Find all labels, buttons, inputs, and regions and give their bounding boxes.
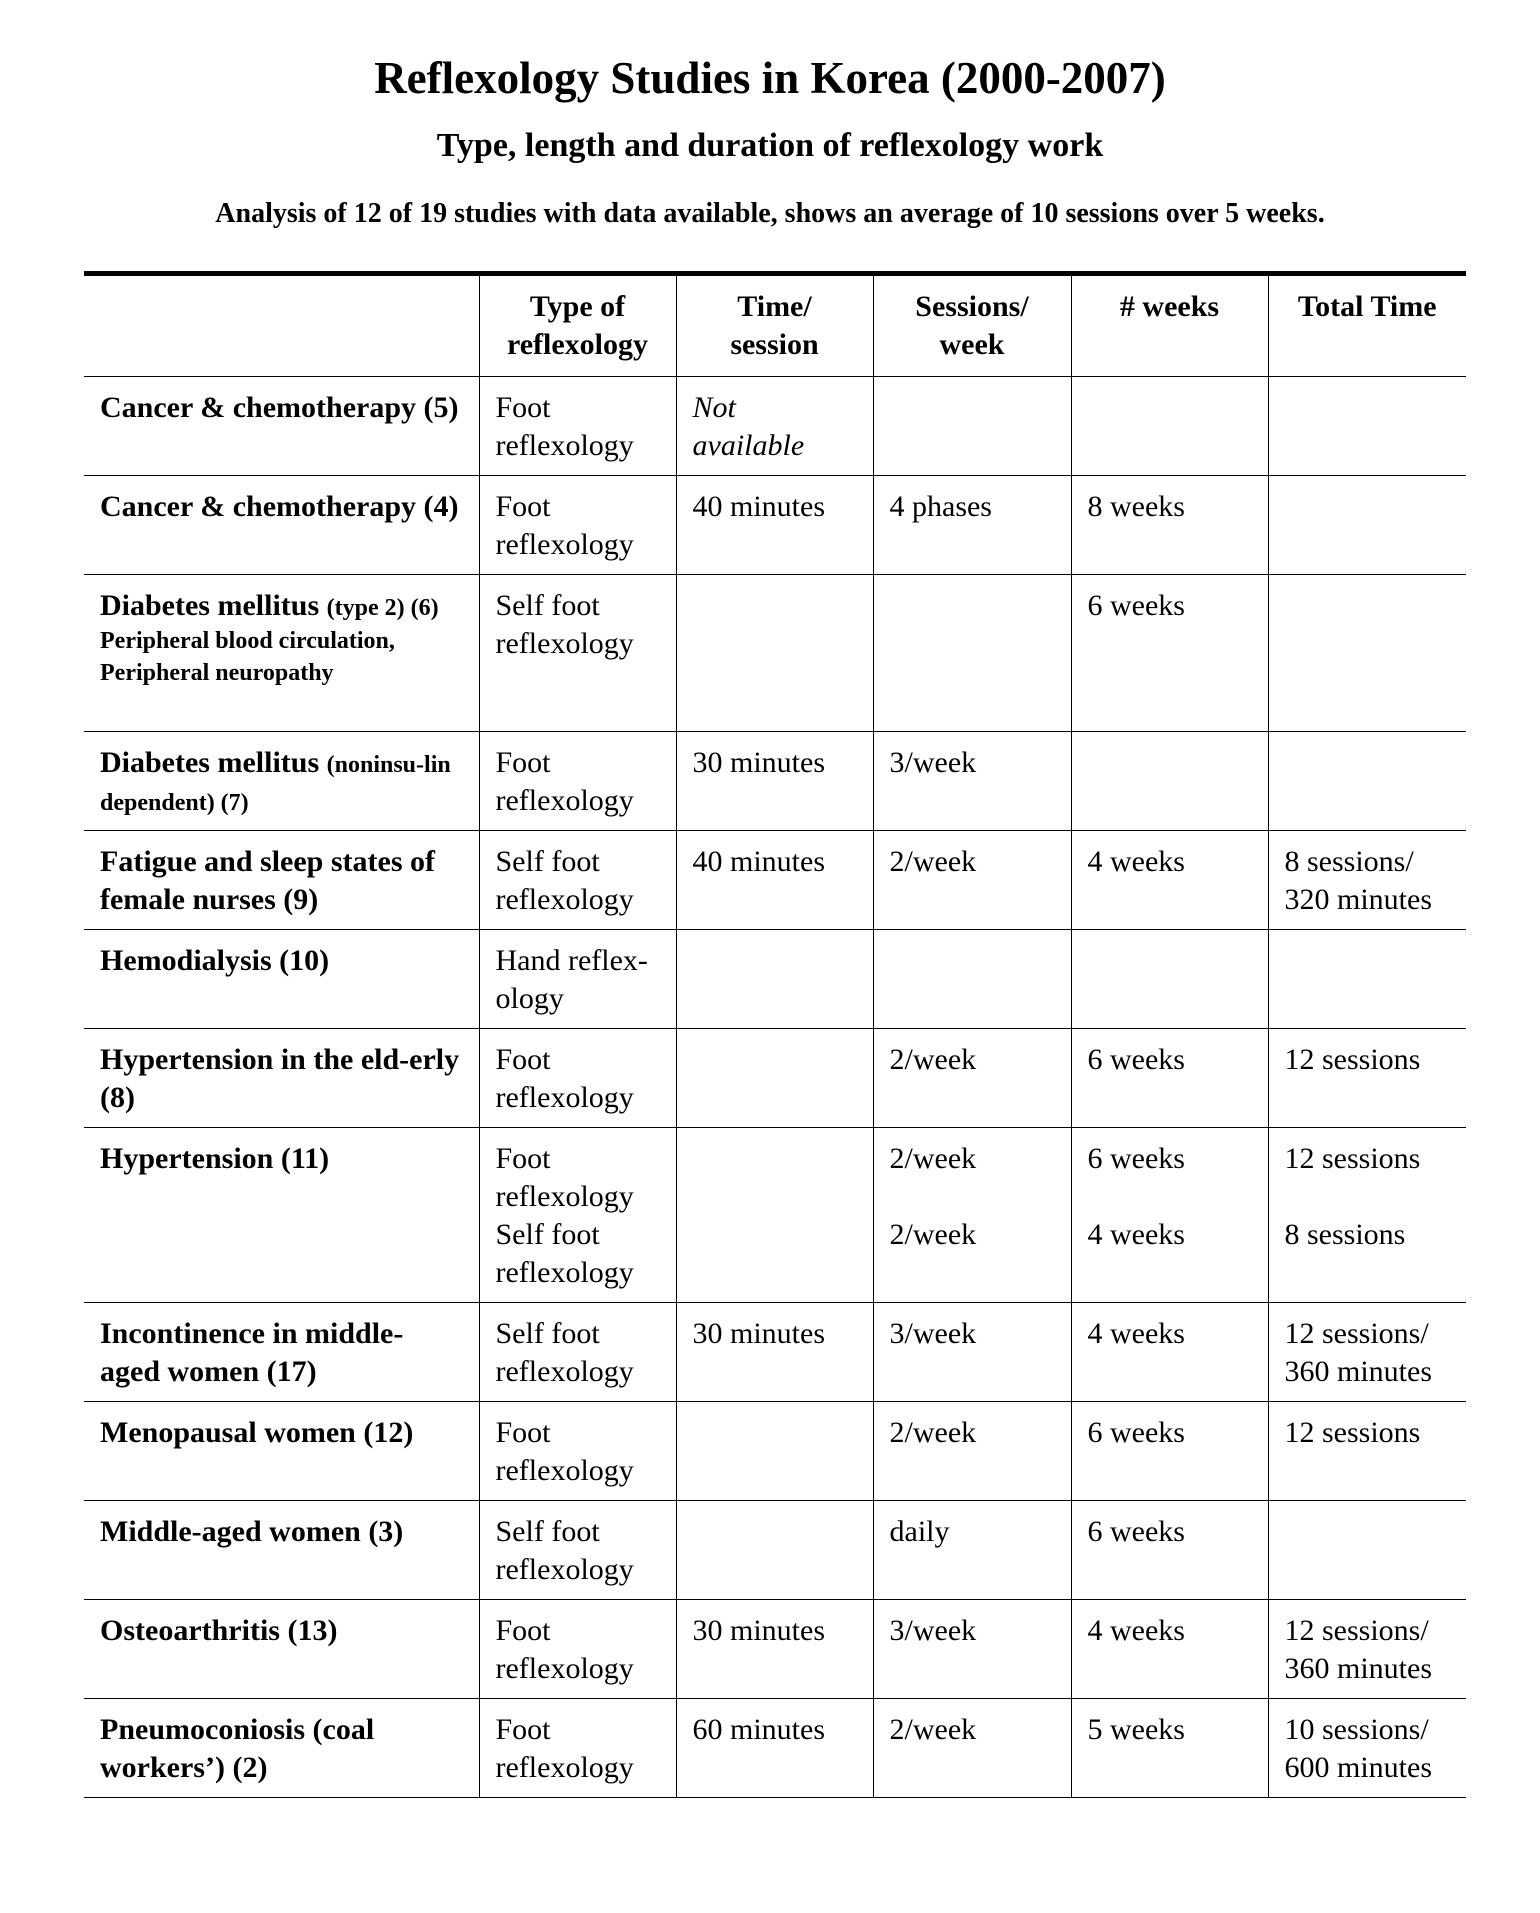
sessions-cell (873, 1501, 1071, 1600)
study-cell (84, 1699, 479, 1798)
weeks-cell (1071, 1600, 1268, 1699)
type-value: Self foot (495, 1317, 600, 1350)
sessions-cell (873, 1128, 1071, 1303)
time-cell (676, 1029, 873, 1128)
total-value (1285, 1178, 1451, 1216)
total-cell (1268, 1600, 1466, 1699)
sessions-value: 2/week (889, 1713, 977, 1746)
weeks-cell (1071, 1501, 1268, 1600)
total-value: 8 sessions/ (1284, 845, 1414, 878)
time-cell (676, 476, 873, 575)
weeks-cell (1071, 831, 1268, 930)
weeks-value: 4 weeks (1087, 1317, 1185, 1350)
header-type (479, 274, 676, 377)
table-row (84, 1029, 1466, 1128)
studies-table-container (84, 271, 1466, 1798)
total-value: 12 sessions/ (1284, 1317, 1429, 1350)
table-row (84, 1501, 1466, 1600)
type-value: Foot (495, 1142, 551, 1175)
page-title: Reflexology Studies in Korea (2000-2007) (374, 53, 1166, 103)
type-value: Foot (495, 1416, 551, 1449)
type-cell (479, 1128, 676, 1303)
study-cell (84, 1600, 479, 1699)
table-row (84, 377, 1466, 476)
sessions-value: daily (889, 1515, 950, 1548)
sessions-value: 3/week (889, 1317, 977, 1350)
sessions-value: 2/week (889, 1043, 977, 1076)
total-value: 12 sessions (1284, 1043, 1421, 1076)
total-cell (1268, 476, 1466, 575)
study-cell (84, 732, 479, 831)
sessions-cell (873, 1303, 1071, 1402)
header-time-line: session (730, 328, 819, 361)
type-value: reflexology (495, 429, 634, 462)
weeks-cell (1071, 377, 1268, 476)
type-cell (479, 1029, 676, 1128)
type-cell (479, 377, 676, 476)
study-name: Osteoarthritis (13) (100, 1614, 338, 1647)
total-cell (1268, 1501, 1466, 1600)
header-time-line: Time/ (737, 290, 812, 323)
header-sessions (873, 274, 1071, 377)
weeks-cell (1071, 1128, 1268, 1303)
study-name: Diabetes mellitus (100, 746, 320, 779)
table-row (84, 1128, 1466, 1303)
sessions-value: 2/week (889, 845, 977, 878)
study-name: Fatigue and sleep states of female nurses (9) (100, 845, 435, 916)
time-cell (676, 1128, 873, 1303)
type-value: Foot (495, 490, 551, 523)
total-cell (1268, 1128, 1466, 1303)
type-value: reflexology (495, 1553, 634, 1586)
time-value: 40 minutes (692, 490, 825, 523)
header-total-line: Total (1297, 290, 1364, 323)
time-value: 30 minutes (692, 1614, 825, 1647)
time-value: available (692, 429, 805, 462)
total-value: 320 minutes (1284, 883, 1432, 916)
weeks-value: 6 weeks (1087, 589, 1185, 622)
type-cell (479, 575, 676, 732)
study-cell (84, 930, 479, 1029)
weeks-value (1088, 1178, 1252, 1216)
sessions-cell (873, 831, 1071, 930)
header-weeks-line: # weeks (1119, 290, 1220, 323)
type-value: reflexology (495, 528, 634, 561)
time-value: 40 minutes (692, 845, 825, 878)
table-row (84, 732, 1466, 831)
type-value: Hand reflex- (495, 944, 648, 977)
sessions-value: 3/week (889, 1614, 977, 1647)
sessions-cell (873, 1029, 1071, 1128)
sessions-cell (873, 1699, 1071, 1798)
study-name: Menopausal women (12) (100, 1416, 414, 1449)
study-name: Cancer & chemotherapy (5) (100, 391, 459, 424)
study-subtopic: Peripheral neuropathy (100, 660, 334, 686)
table-body (84, 377, 1466, 1798)
type-value: reflexology (495, 1652, 634, 1685)
type-cell (479, 476, 676, 575)
time-cell (676, 377, 873, 476)
type-cell (479, 1600, 676, 1699)
weeks-value: 4 weeks (1087, 845, 1185, 878)
weeks-value: 6 weeks (1087, 1142, 1185, 1175)
weeks-value: 6 weeks (1087, 1515, 1185, 1548)
header-study (84, 274, 479, 377)
table-row (84, 831, 1466, 930)
total-cell (1268, 377, 1466, 476)
weeks-cell (1071, 476, 1268, 575)
type-value: reflexology (495, 627, 634, 660)
study-name: Incontinence in middle-aged women (17) (100, 1317, 404, 1388)
total-cell (1268, 1699, 1466, 1798)
total-cell (1268, 575, 1466, 732)
type-value: reflexology (495, 1751, 634, 1784)
sessions-cell (873, 575, 1071, 732)
sessions-value (890, 1178, 1055, 1216)
sessions-value: 2/week (889, 1142, 977, 1175)
total-cell (1268, 1303, 1466, 1402)
header-type-line: Type of (529, 290, 626, 323)
total-value: 8 sessions (1284, 1218, 1406, 1251)
total-cell (1268, 1029, 1466, 1128)
header-sessions-line: week (939, 328, 1005, 361)
sessions-value: 2/week (889, 1416, 977, 1449)
sessions-cell (873, 1600, 1071, 1699)
type-value: Self foot (495, 845, 600, 878)
header-weeks (1071, 274, 1268, 377)
time-value: 60 minutes (692, 1713, 825, 1746)
table-row (84, 1303, 1466, 1402)
study-subtopic: Peripheral blood circulation, (100, 628, 395, 654)
time-value: Not (692, 391, 736, 424)
study-name: Hemodialysis (10) (100, 944, 330, 977)
table-row (84, 476, 1466, 575)
time-cell (676, 1699, 873, 1798)
type-value: Foot (495, 746, 551, 779)
study-name: Hypertension in the eld-erly (8) (100, 1043, 460, 1114)
study-cell (84, 476, 479, 575)
type-value: Foot (495, 391, 551, 424)
total-cell (1268, 1402, 1466, 1501)
type-value: reflexology (495, 1355, 634, 1388)
study-detail: (type 2) (6) (326, 595, 439, 621)
type-value: reflexology (495, 883, 634, 916)
total-cell (1268, 930, 1466, 1029)
header-row (84, 274, 1466, 377)
sessions-value: 3/week (889, 746, 977, 779)
type-cell (479, 930, 676, 1029)
weeks-cell (1071, 930, 1268, 1029)
type-value: Foot (495, 1043, 551, 1076)
time-value: 30 minutes (692, 1317, 825, 1350)
weeks-cell (1071, 1029, 1268, 1128)
header-time (676, 274, 873, 377)
total-cell (1268, 831, 1466, 930)
weeks-cell (1071, 1699, 1268, 1798)
total-value: 10 sessions/ (1284, 1713, 1429, 1746)
table-row (84, 1699, 1466, 1798)
weeks-cell (1071, 1402, 1268, 1501)
weeks-value: 6 weeks (1087, 1416, 1185, 1449)
table-header (84, 274, 1466, 377)
type-cell (479, 1501, 676, 1600)
table-row (84, 1402, 1466, 1501)
type-value: Self foot (495, 1218, 600, 1251)
type-cell (479, 1303, 676, 1402)
weeks-cell (1071, 732, 1268, 831)
weeks-cell (1071, 1303, 1268, 1402)
study-cell (84, 1402, 479, 1501)
type-value: ology (495, 982, 564, 1015)
time-cell (676, 1501, 873, 1600)
sessions-cell (873, 930, 1071, 1029)
header-total (1268, 274, 1466, 377)
table-row (84, 930, 1466, 1029)
type-cell (479, 1402, 676, 1501)
time-cell (676, 1402, 873, 1501)
time-value: 30 minutes (692, 746, 825, 779)
weeks-value: 5 weeks (1087, 1713, 1185, 1746)
study-name: Hypertension (11) (100, 1142, 330, 1175)
time-cell (676, 930, 873, 1029)
header-sessions-line: Sessions/ (915, 290, 1029, 323)
study-name: Pneumoconiosis (coal workers’) (2) (100, 1713, 375, 1784)
study-detail: (noninsu-lin dependent) (7) (100, 752, 451, 816)
sessions-value: 2/week (889, 1218, 977, 1251)
total-value: 360 minutes (1284, 1652, 1432, 1685)
summary-note: Analysis of 12 of 19 studies with data available, shows an average of 10 sessions over 5 weeks. (215, 198, 1325, 229)
header-type-line: reflexology (506, 328, 649, 361)
time-cell (676, 575, 873, 732)
study-name: Diabetes mellitus (100, 589, 320, 622)
sessions-cell (873, 377, 1071, 476)
total-cell (1268, 732, 1466, 831)
sessions-cell (873, 732, 1071, 831)
study-cell (84, 1303, 479, 1402)
time-cell (676, 1303, 873, 1402)
study-cell (84, 1128, 479, 1303)
study-name: Cancer & chemotherapy (4) (100, 490, 459, 523)
time-cell (676, 1600, 873, 1699)
weeks-cell (1071, 575, 1268, 732)
study-cell (84, 1029, 479, 1128)
table-row (84, 575, 1466, 732)
type-value: reflexology (495, 1081, 634, 1114)
type-value: Foot (495, 1614, 551, 1647)
type-value: reflexology (495, 1454, 634, 1487)
sessions-cell (873, 476, 1071, 575)
type-value: reflexology (495, 784, 634, 817)
weeks-value: 4 weeks (1087, 1614, 1185, 1647)
study-cell (84, 377, 479, 476)
total-value: 360 minutes (1284, 1355, 1432, 1388)
type-cell (479, 1699, 676, 1798)
type-value: Self foot (495, 1515, 600, 1548)
total-value: 12 sessions (1284, 1142, 1421, 1175)
table-row (84, 1600, 1466, 1699)
weeks-value: 4 weeks (1087, 1218, 1185, 1251)
page-subtitle: Type, length and duration of reflexology work (436, 127, 1104, 164)
total-value: 600 minutes (1284, 1751, 1432, 1784)
type-value: reflexology (495, 1256, 634, 1289)
studies-table (84, 271, 1466, 1798)
weeks-value: 6 weeks (1087, 1043, 1185, 1076)
type-cell (479, 732, 676, 831)
study-cell (84, 831, 479, 930)
total-value: 12 sessions (1284, 1416, 1421, 1449)
sessions-cell (873, 1402, 1071, 1501)
study-name: Middle-aged women (3) (100, 1515, 404, 1548)
time-cell (676, 732, 873, 831)
type-value: reflexology (495, 1180, 634, 1213)
header-total-line: Time (1370, 290, 1437, 323)
type-value: Self foot (495, 589, 600, 622)
study-cell (84, 575, 479, 732)
sessions-value: 4 phases (889, 490, 992, 523)
total-value: 12 sessions/ (1284, 1614, 1429, 1647)
study-cell (84, 1501, 479, 1600)
type-cell (479, 831, 676, 930)
type-value: Foot (495, 1713, 551, 1746)
weeks-value: 8 weeks (1087, 490, 1185, 523)
time-cell (676, 831, 873, 930)
